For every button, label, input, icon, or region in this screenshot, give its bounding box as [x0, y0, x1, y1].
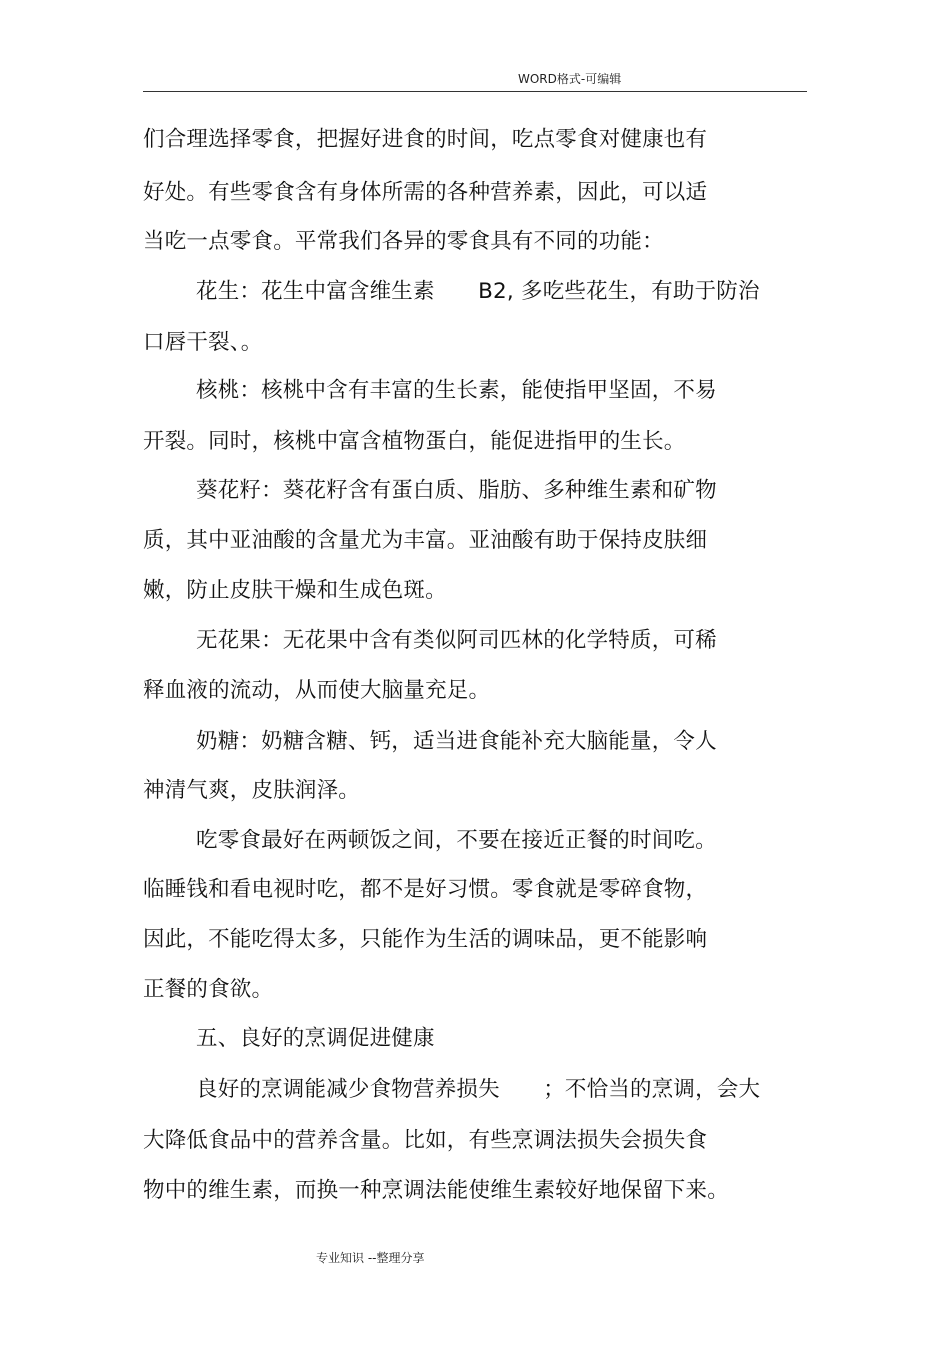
- body-line: 口唇干裂、。: [143, 330, 263, 355]
- body-line: 神清气爽，皮肤润泽。: [143, 778, 361, 803]
- body-line: 们合理选择零食，把握好进食的时间，吃点零食对健康也有: [143, 127, 708, 152]
- body-line: 良好的烹调能减少食物营养损失 ；不恰当的烹调，会大: [196, 1077, 761, 1102]
- body-line: 奶糖：奶糖含糖、钙，适当进食能补充大脑能量，令人: [196, 729, 717, 754]
- body-line: 大降低食品中的营养含量。比如，有些烹调法损失会损失食: [143, 1128, 708, 1153]
- body-line: 开裂。同时，核桃中富含植物蛋白，能促进指甲的生长。: [143, 429, 686, 454]
- body-line: 无花果：无花果中含有类似阿司匹林的化学特质，可稀: [196, 628, 717, 653]
- body-line: 嫩，防止皮肤干燥和生成色斑。: [143, 578, 447, 603]
- body-line: 物中的维生素，而换一种烹调法能使维生素较好地保留下来。: [143, 1178, 729, 1203]
- body-line: 质，其中亚油酸的含量尤为丰富。亚油酸有助于保持皮肤细: [143, 528, 708, 553]
- body-line: 释血液的流动，从而使大脑量充足。: [143, 678, 491, 703]
- body-line: 正餐的食欲。: [143, 977, 274, 1002]
- body-line: 当吃一点零食。平常我们各异的零食具有不同的功能：: [143, 229, 664, 254]
- header-rule: [143, 91, 807, 92]
- body-line: 因此，不能吃得太多，只能作为生活的调味品，更不能影响: [143, 927, 708, 952]
- body-line: 葵花籽：葵花籽含有蛋白质、脂肪、多种维生素和矿物: [196, 478, 717, 503]
- body-line: 吃零食最好在两顿饭之间，不要在接近正餐的时间吃。: [196, 828, 717, 853]
- body-line: 花生：花生中富含维生素 B2, 多吃些花生，有助于防治: [196, 279, 760, 304]
- page-header-text: WORD格式-可编辑: [518, 72, 622, 86]
- body-line: 好处。有些零食含有身体所需的各种营养素，因此，可以适: [143, 180, 708, 205]
- page-footer-text: 专业知识 --整理分享: [316, 1251, 425, 1265]
- section-heading: 五、良好的烹调促进健康: [196, 1026, 435, 1051]
- body-line: 核桃：核桃中含有丰富的生长素，能使指甲坚固，不易: [196, 378, 717, 403]
- body-line: 临睡钱和看电视时吃，都不是好习惯。零食就是零碎食物，: [143, 877, 708, 902]
